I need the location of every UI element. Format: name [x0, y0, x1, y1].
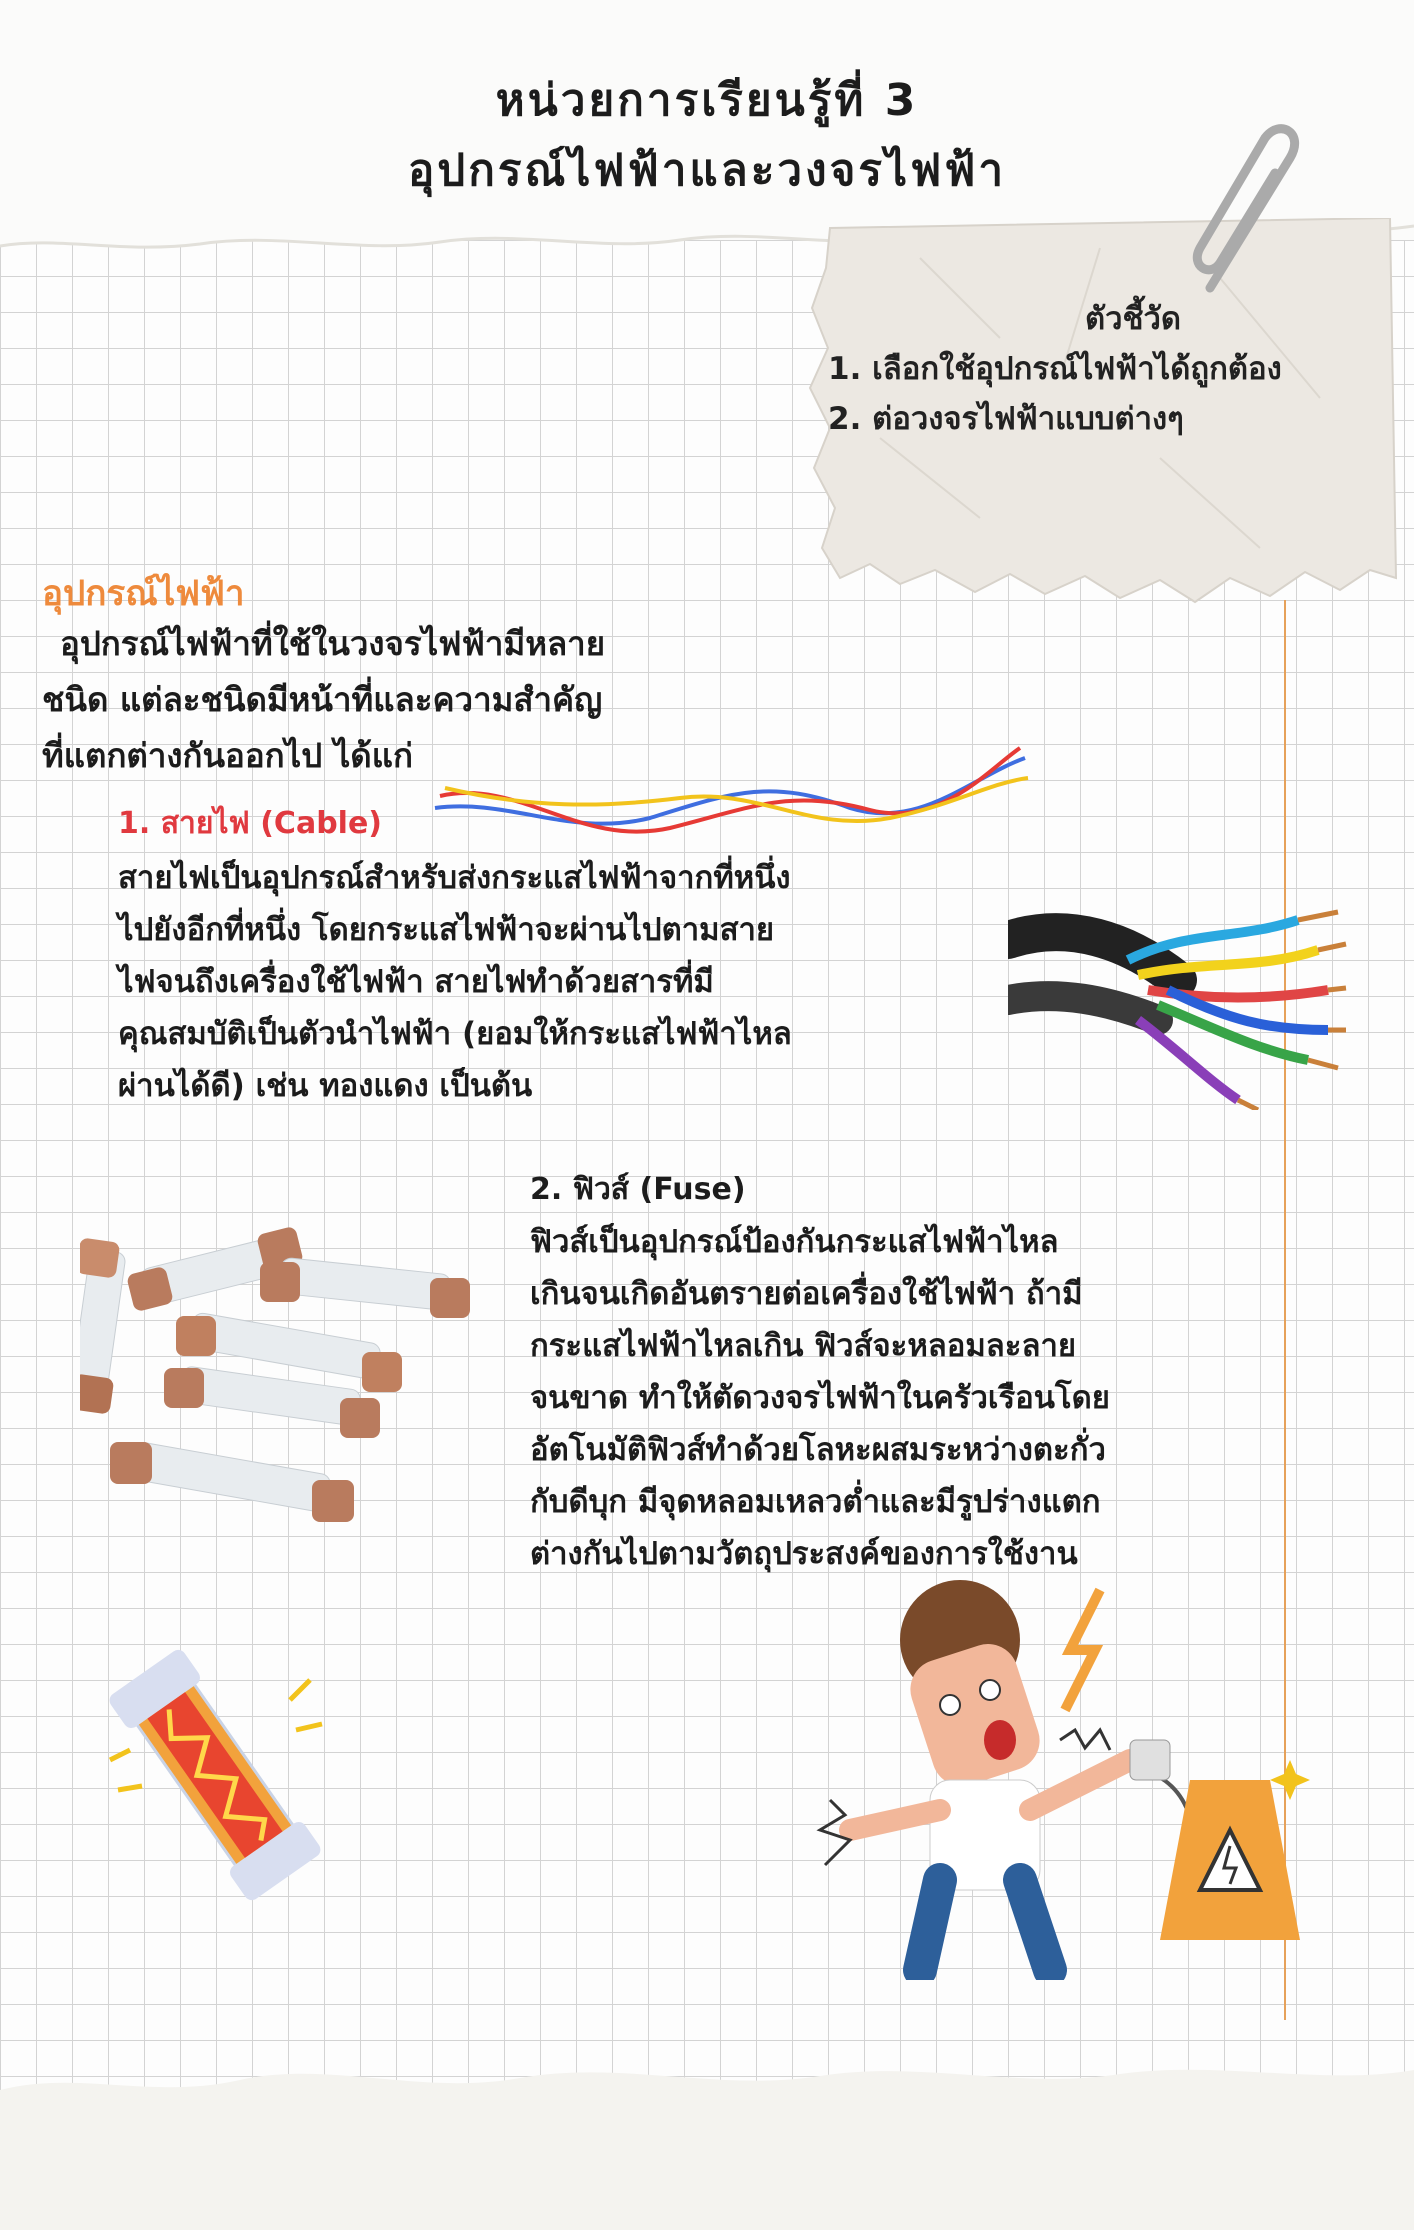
cable-description	[118, 852, 998, 1112]
title-line-2: อุปกรณ์ไฟฟ้าและวงจรไฟฟ้า	[407, 145, 1007, 196]
cable-photo	[1008, 880, 1348, 1110]
indicator-item: 2. ต่อวงจรไฟฟ้าแบบต่างๆ	[828, 401, 1184, 437]
intro-line: ชนิด แต่ละชนิดมีหน้าที่และความสำคัญ	[42, 680, 603, 719]
indicator-title: ตัวชี้วัด	[1084, 301, 1182, 337]
fuse-line: กับดีบุก มีจุดหลอมเหลวต่ำและมีรูปร่างแตก	[530, 1484, 1101, 1520]
fuse-line: กระแสไฟฟ้าไหลเกิน ฟิวส์จะหลอมละลาย	[530, 1328, 1077, 1364]
indicator-box	[828, 294, 1398, 444]
paperclip-icon	[1180, 118, 1320, 308]
fuse-description	[530, 1216, 1300, 1580]
fuse-heading: 2. ฟิวส์ (Fuse)	[530, 1172, 746, 1207]
intro-line: อุปกรณ์ไฟฟ้าที่ใช้ในวงจรไฟฟ้ามีหลาย	[60, 624, 606, 663]
cable-line: คุณสมบัติเป็นตัวนำไฟฟ้า (ยอมให้กระแสไฟฟ้าไหล	[118, 1016, 792, 1052]
cable-line: ไฟจนถึงเครื่องใช้ไฟฟ้า สายไฟทำด้วยสารที่มี	[118, 964, 714, 1000]
indicator-item: 1. เลือกใช้อุปกรณ์ไฟฟ้าได้ถูกต้อง	[828, 351, 1282, 387]
cable-line: ผ่านได้ดี) เช่น ทองแดง เป็นต้น	[118, 1068, 533, 1104]
fuse-line: ฟิวส์เป็นอุปกรณ์ป้องกันกระแสไฟฟ้าไหล	[530, 1224, 1059, 1260]
fuse-photo	[80, 1210, 550, 1550]
fuse-line: อัตโนมัติฟิวส์ทำด้วยโลหะผสมระหว่างตะกั่ว	[530, 1432, 1106, 1468]
warning-sign-icon	[1150, 1750, 1310, 1950]
title-line-1: หน่วยการเรียนรู้ที่ 3	[495, 75, 919, 126]
cable-line: สายไฟเป็นอุปกรณ์สำหรับส่งกระแสไฟฟ้าจากที่หนึ่ง	[118, 860, 791, 896]
wire-wave-icon	[430, 738, 1030, 858]
cable-line: ไปยังอีกที่หนึ่ง โดยกระแสไฟฟ้าจะผ่านไปตามสาย	[118, 912, 775, 948]
fuse-line: จนขาด ทำให้ตัดวงจรไฟฟ้าในครัวเรือนโดย	[530, 1380, 1110, 1416]
fuse-line: ต่างกันไปตามวัตถุประสงค์ของการใช้งาน	[530, 1536, 1078, 1572]
fuse-sticker-icon	[100, 1640, 330, 1910]
torn-paper-edge-bottom	[0, 2030, 1414, 2230]
cable-heading: 1. สายไฟ (Cable)	[118, 806, 383, 841]
fuse-line: เกินจนเกิดอันตรายต่อเครื่องใช้ไฟฟ้า ถ้ามี	[530, 1276, 1083, 1312]
intro-line: ที่แตกต่างกันออกไป ได้แก่	[42, 736, 413, 775]
section-heading: อุปกรณ์ไฟฟ้า	[42, 574, 245, 614]
